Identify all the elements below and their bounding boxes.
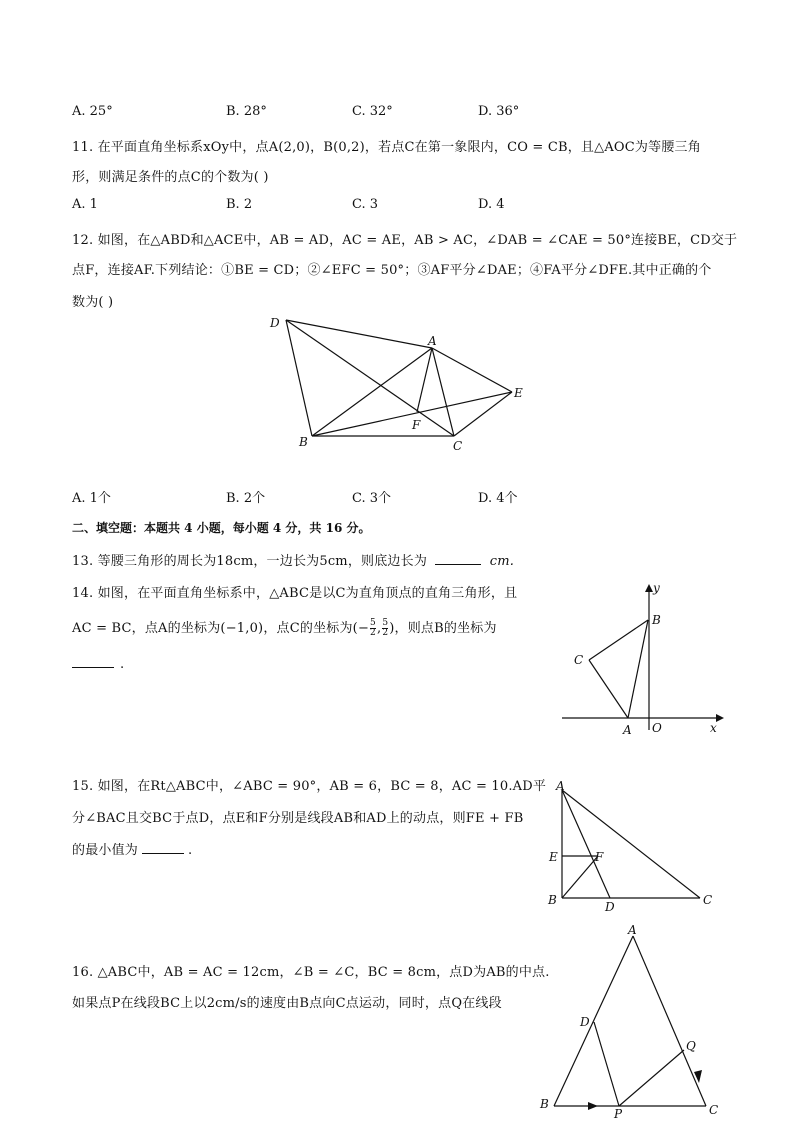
q14-label-c: C <box>574 653 584 667</box>
q14-text-line2b: )，则点B的坐标为 <box>389 621 497 636</box>
q12-label-c: C <box>453 439 463 453</box>
q14-text-line2a: AC = BC，点A的坐标为(−1,0)，点C的坐标为(− <box>72 621 370 636</box>
q11-choice-d[interactable]: D. 4 <box>478 197 505 212</box>
q10-choice-b[interactable]: B. 28° <box>226 104 267 119</box>
q14-answer-blank[interactable] <box>72 655 114 668</box>
q12-label-e: E <box>514 386 523 400</box>
q15-label-f: F <box>595 850 604 864</box>
q13-text: 13. 等腰三角形的周长为18cm，一边长为5cm，则底边长为 <box>72 554 428 569</box>
q12-segment-db <box>286 320 312 436</box>
q12-figure <box>260 305 550 465</box>
q11-choice-c[interactable]: C. 3 <box>352 197 379 212</box>
q14-fraction-x-den: 2 <box>370 628 376 638</box>
q16-arrow-bc-icon <box>588 1102 598 1110</box>
q15-segment-ac <box>562 790 700 898</box>
q15-text-line2: 分∠BAC且交BC于点D，点E和F分别是线段AB和AD上的动点，则FE + FB <box>72 811 524 826</box>
q12-choice-b[interactable]: B. 2个 <box>226 491 266 506</box>
q14-fraction-y <box>382 619 388 638</box>
q16-segment-ab <box>554 936 633 1106</box>
q14-label-y: y <box>653 581 660 595</box>
q15-text-line3: 的最小值为 <box>72 843 139 858</box>
q15-label-e: E <box>549 850 558 864</box>
q12-text-line3: 数为( ) <box>72 295 114 310</box>
q14-label-a: A <box>623 723 632 737</box>
q14-fraction-y-num: 5 <box>382 618 389 628</box>
q15-segment-bf <box>562 856 598 898</box>
q13-answer-blank[interactable] <box>435 552 481 565</box>
q16-label-b: B <box>540 1097 549 1111</box>
q14-segment-ab <box>628 620 648 718</box>
q14-segment-cb <box>589 620 648 660</box>
q11-text-line1: 11. 在平面直角坐标系xOy中，点A(2,0)，B(0,2)，若点C在第一象限内，CO = CB，且△AOC为等腰三角 <box>72 140 701 155</box>
q11-text-line2: 形，则满足条件的点C的个数为( ) <box>72 170 269 185</box>
q12-label-a: A <box>428 334 437 348</box>
q16-label-a: A <box>628 923 637 937</box>
q14-frac-sep: , <box>376 621 382 636</box>
q14-y-axis-arrow-icon <box>645 584 653 592</box>
q14-line3-end: . <box>120 657 125 672</box>
q16-text-line2: 如果点P在线段BC上以2cm/s的速度由B点向C点运动，同时，点Q在线段 <box>72 996 502 1011</box>
q12-segment-ae <box>432 348 512 392</box>
q12-label-b: B <box>299 435 308 449</box>
q16-label-c: C <box>709 1103 719 1117</box>
q16-segment-ac <box>633 936 706 1106</box>
q16-text-line1: 16. △ABC中，AB = AC = 12cm，∠B = ∠C，BC = 8cm，点D为AB的中点. <box>72 965 550 980</box>
q15-answer-blank[interactable] <box>142 841 184 854</box>
q14-text-line2 <box>72 617 497 638</box>
q15-line3-end: . <box>188 843 193 858</box>
q15-label-d: D <box>605 900 615 914</box>
q12-text-line2: 点F，连接AF.下列结论：①BE = CD；②∠EFC = 50°；③AF平分∠DAE；④FA平分∠DFE.其中正确的个 <box>72 263 712 278</box>
q14-fraction-x-num: 5 <box>370 618 376 628</box>
q11-choice-a[interactable]: A. 1 <box>72 197 98 212</box>
question-13 <box>72 550 514 569</box>
section-fill-in-heading: 二、填空题：本题共 4 小题，每小题 4 分，共 16 分。 <box>72 521 371 535</box>
q12-label-f: F <box>412 418 421 432</box>
q16-figure <box>536 922 726 1118</box>
q12-segment-da <box>286 320 432 348</box>
q15-text-line3 <box>72 839 192 858</box>
q14-fraction-y-den: 2 <box>382 628 389 638</box>
q10-choice-a[interactable]: A. 25° <box>72 104 113 119</box>
q16-segment-dp <box>594 1022 619 1106</box>
q16-label-p: P <box>614 1107 623 1118</box>
q12-choice-a[interactable]: A. 1个 <box>72 491 111 506</box>
q12-label-d: D <box>270 316 280 330</box>
q15-label-a: A <box>556 779 565 793</box>
q14-fraction-x <box>370 619 376 638</box>
q10-choice-d[interactable]: D. 36° <box>478 104 520 119</box>
q10-choice-c[interactable]: C. 32° <box>352 104 393 119</box>
q12-choice-d[interactable]: D. 4个 <box>478 491 518 506</box>
q12-choice-c[interactable]: C. 3个 <box>352 491 392 506</box>
q15-label-c: C <box>703 893 713 907</box>
q14-segment-ac <box>589 660 628 718</box>
q16-segment-pq <box>619 1050 684 1106</box>
q11-choice-b[interactable]: B. 2 <box>226 197 253 212</box>
q14-x-axis-arrow-icon <box>716 714 724 722</box>
q15-figure <box>540 776 720 914</box>
q15-text-line1: 15. 如图，在Rt△ABC中，∠ABC = 90°，AB = 6，BC = 8，AC = 10.AD平 <box>72 779 547 794</box>
q14-text-line1: 14. 如图，在平面直角坐标系中，△ABC是以C为直角顶点的直角三角形，且 <box>72 586 518 601</box>
q14-label-o: O <box>652 721 662 735</box>
q14-figure <box>556 580 726 740</box>
q14-text-line3 <box>72 655 124 672</box>
q15-segment-ad <box>562 790 610 898</box>
q16-label-d: D <box>580 1015 590 1029</box>
q12-text-line1: 12. 如图，在△ABD和△ACE中，AB = AD，AC = AE，AB > AC，∠DAB = ∠CAE = 50°连接BE，CD交于 <box>72 233 738 248</box>
q15-label-b: B <box>548 893 557 907</box>
q14-label-b: B <box>652 613 661 627</box>
q13-unit: cm. <box>489 554 515 569</box>
q14-label-x: x <box>710 721 717 735</box>
q16-label-q: Q <box>686 1039 696 1053</box>
